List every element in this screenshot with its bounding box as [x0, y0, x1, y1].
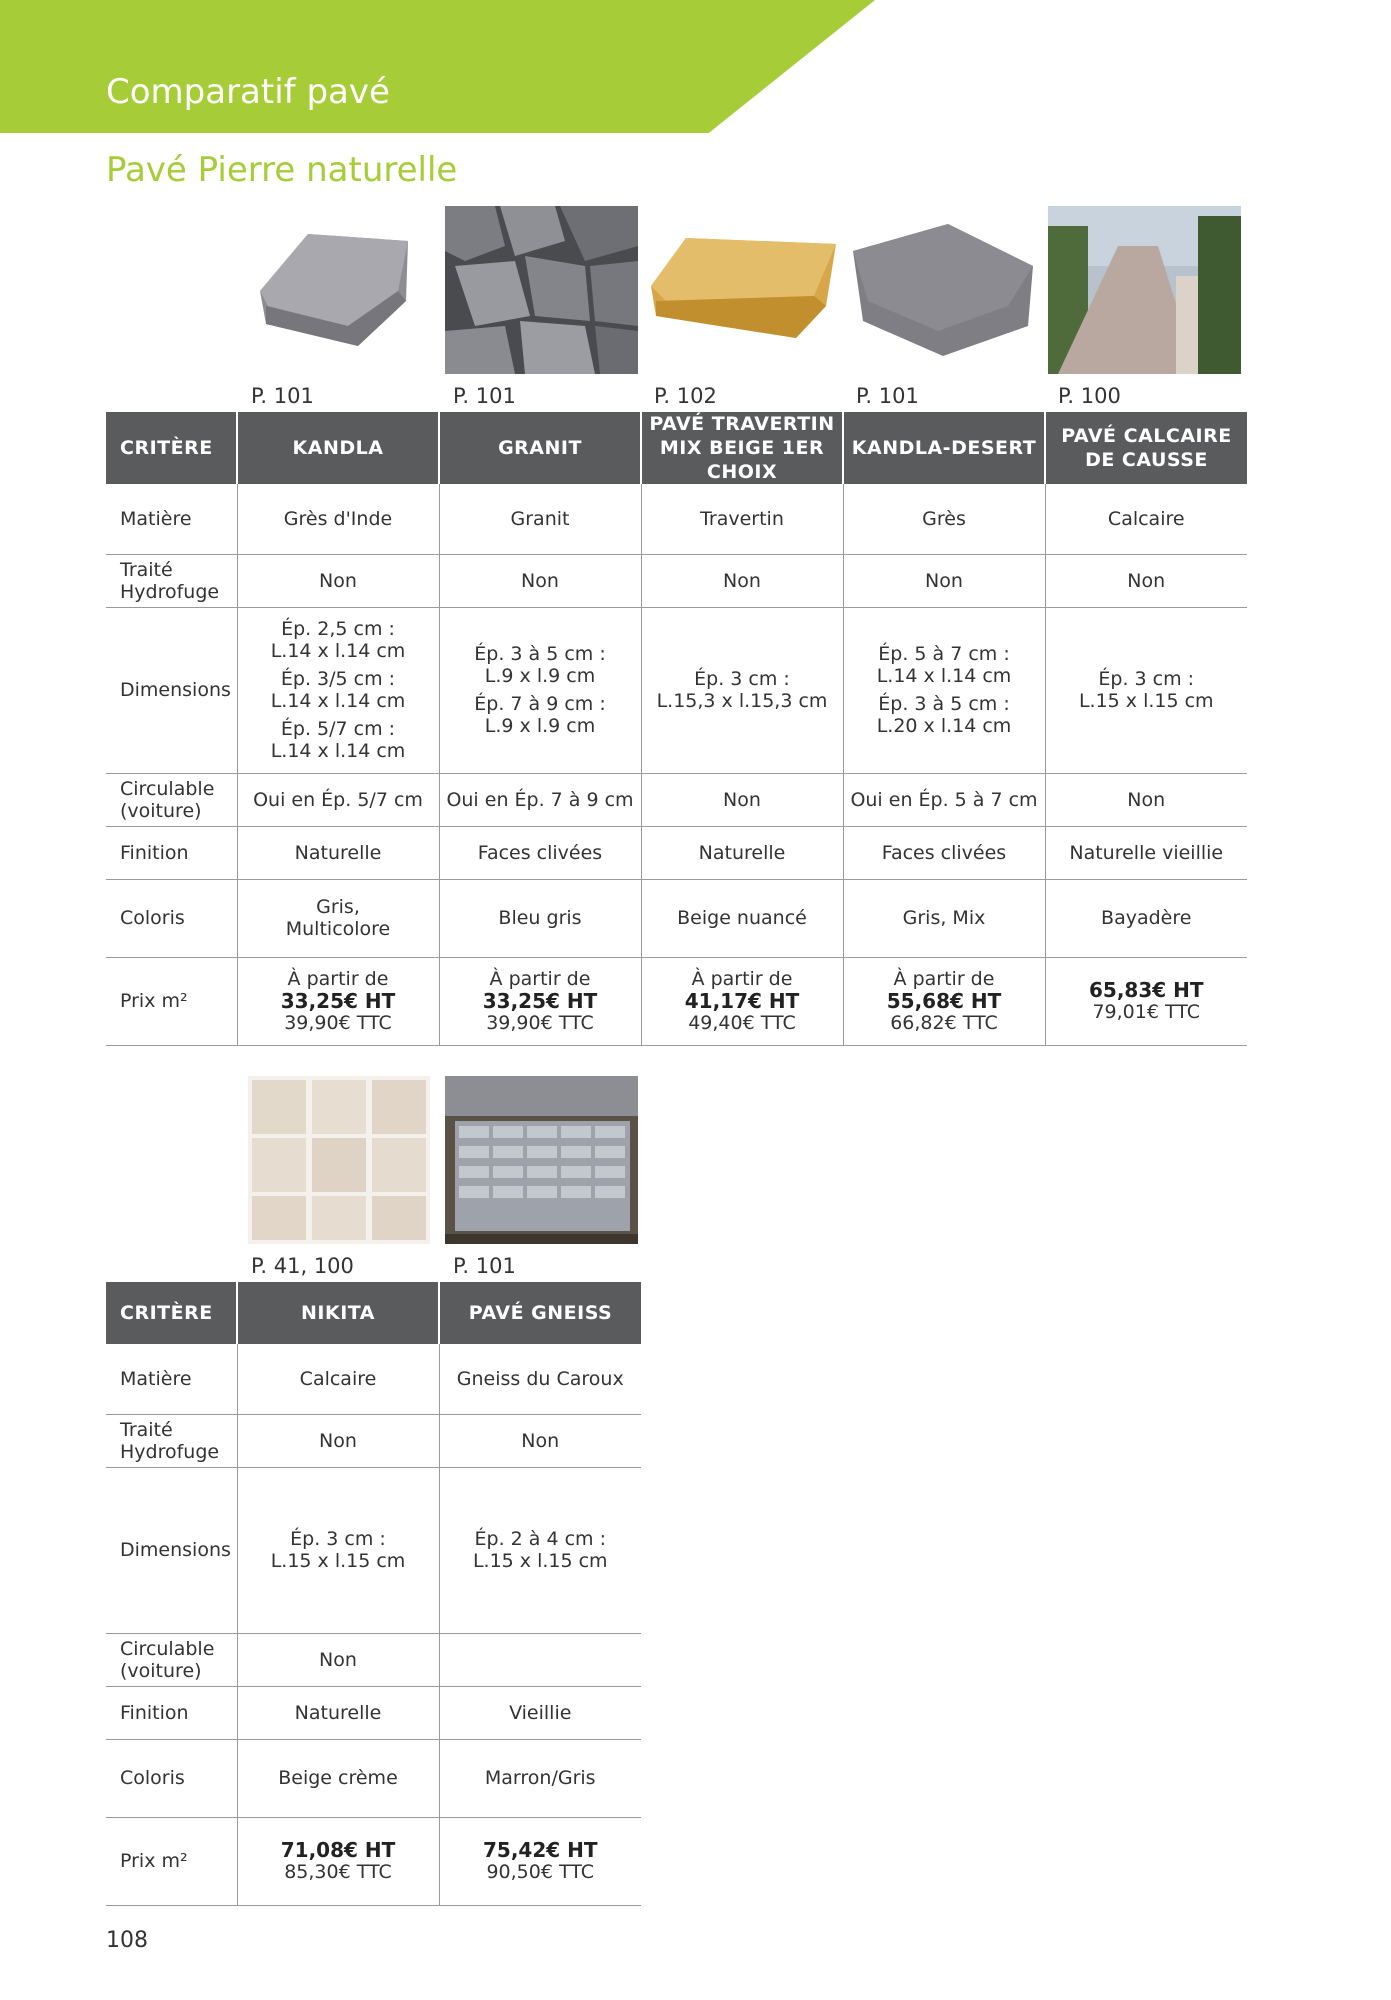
photo-kandla-desert	[848, 206, 1041, 374]
coloris-line: Gris,	[316, 896, 360, 918]
cell: Bleu gris	[439, 879, 641, 957]
row-matiere	[106, 1344, 641, 1414]
price-from: À partir de	[489, 968, 591, 990]
cell: Granit	[439, 484, 641, 554]
dim-line: L.15 x l.15 cm	[1078, 690, 1214, 712]
dim-line: Ép. 2,5 cm :	[281, 618, 395, 640]
photo-kandla	[248, 206, 441, 374]
row-dimensions	[106, 607, 1247, 773]
cell	[439, 1633, 641, 1686]
cell: Naturelle vieillie	[1045, 826, 1247, 879]
cell: Non	[1045, 773, 1247, 826]
cell-coloris-kandla	[237, 879, 439, 957]
banner-title: Comparatif pavé	[106, 72, 390, 112]
cell: Grès	[843, 484, 1045, 554]
cell: Non	[237, 554, 439, 607]
price-ttc: 39,90€ TTC	[284, 1012, 392, 1034]
cell: Calcaire	[237, 1344, 439, 1414]
dim-line: Ép. 7 à 9 cm :	[474, 693, 606, 715]
row-coloris	[106, 879, 1247, 957]
dim-line: Ép. 3 cm :	[290, 1528, 386, 1550]
row-matiere	[106, 484, 1247, 554]
dim-line: L.9 x l.9 cm	[484, 665, 596, 687]
cell-prix	[237, 957, 439, 1045]
cell: Faces clivées	[843, 826, 1045, 879]
cell: Naturelle	[641, 826, 843, 879]
cell: Beige nuancé	[641, 879, 843, 957]
price-ht: 41,17€ HT	[684, 989, 800, 1013]
page-ref-granit: P. 101	[453, 384, 516, 408]
photo-granit	[445, 206, 638, 374]
photo-travertin	[646, 206, 839, 374]
row-traite	[106, 1414, 641, 1467]
photo-calcaire	[1048, 206, 1241, 374]
cell-dimensions-calcaire	[1045, 607, 1247, 773]
row-finition	[106, 1686, 641, 1739]
dim-line: Ép. 3 à 5 cm :	[878, 693, 1010, 715]
cell: Non	[439, 1414, 641, 1467]
cell: Non	[641, 554, 843, 607]
criterion-coloris: Coloris	[106, 1739, 237, 1817]
cell-dimensions-nikita	[237, 1467, 439, 1633]
price-ht: 75,42€ HT	[482, 1838, 598, 1862]
cell: Non	[1045, 554, 1247, 607]
cell-dimensions-travertin	[641, 607, 843, 773]
header-kandla-desert: KANDLA-DESERT	[843, 412, 1045, 484]
dim-line: Ép. 3/5 cm :	[280, 668, 396, 690]
cell: Non	[237, 1414, 439, 1467]
cell-prix	[237, 1817, 439, 1905]
header-calcaire: PAVÉ CALCAIRE DE CAUSSE	[1045, 412, 1247, 484]
criterion-coloris: Coloris	[106, 879, 237, 957]
page-ref-nikita: P. 41, 100	[251, 1254, 354, 1278]
dim-line: L.14 x l.14 cm	[876, 665, 1012, 687]
cell: Oui en Ép. 5/7 cm	[237, 773, 439, 826]
cell: Bayadère	[1045, 879, 1247, 957]
cell-dimensions-gneiss	[439, 1467, 641, 1633]
cell: Marron/Gris	[439, 1739, 641, 1817]
criterion-traite: Traité Hydrofuge	[106, 554, 237, 607]
cell-prix	[641, 957, 843, 1045]
cell: Gris, Mix	[843, 879, 1045, 957]
cell: Naturelle	[237, 1686, 439, 1739]
cell: Naturelle	[237, 826, 439, 879]
dim-line: Ép. 2 à 4 cm :	[474, 1528, 606, 1550]
row-circulable	[106, 1633, 641, 1686]
cell: Non	[641, 773, 843, 826]
dim-line: Ép. 5/7 cm :	[280, 718, 396, 740]
price-ttc: 85,30€ TTC	[284, 1861, 392, 1883]
section-subtitle: Pavé Pierre naturelle	[106, 150, 458, 190]
cell: Non	[439, 554, 641, 607]
criterion-finition: Finition	[106, 826, 237, 879]
dim-line: L.20 x l.14 cm	[876, 715, 1012, 737]
header-gneiss: PAVÉ GNEISS	[439, 1282, 641, 1344]
criterion-circulable: Circulable (voiture)	[106, 1633, 237, 1686]
price-from: À partir de	[691, 968, 793, 990]
dim-line: L.15 x l.15 cm	[472, 1550, 608, 1572]
price-ht: 33,25€ HT	[280, 989, 396, 1013]
page-ref-calcaire: P. 100	[1058, 384, 1121, 408]
comparison-table-2	[106, 1282, 641, 1906]
dim-line: L.9 x l.9 cm	[484, 715, 596, 737]
price-ttc: 79,01€ TTC	[1092, 1001, 1201, 1023]
page-ref-kandla: P. 101	[251, 384, 314, 408]
page-ref-gneiss: P. 101	[453, 1254, 516, 1278]
cell: Non	[237, 1633, 439, 1686]
price-ttc: 90,50€ TTC	[486, 1861, 595, 1883]
page-number: 108	[106, 1928, 148, 1953]
price-ttc: 66,82€ TTC	[890, 1012, 998, 1034]
price-from: À partir de	[287, 968, 389, 990]
criterion-prix: Prix m²	[106, 957, 237, 1045]
cell-dimensions-kandla	[237, 607, 439, 773]
cell: Travertin	[641, 484, 843, 554]
dim-line: L.14 x l.14 cm	[270, 740, 406, 762]
dim-line: L.14 x l.14 cm	[270, 690, 406, 712]
dim-line: Ép. 3 cm :	[694, 668, 790, 690]
row-circulable	[106, 773, 1247, 826]
price-ht: 65,83€ HT	[1088, 978, 1204, 1002]
row-dimensions	[106, 1467, 641, 1633]
criterion-matiere: Matière	[106, 484, 237, 554]
criterion-prix: Prix m²	[106, 1817, 237, 1905]
row-traite	[106, 554, 1247, 607]
page-ref-travertin: P. 102	[654, 384, 717, 408]
comparison-table-1	[106, 412, 1247, 1046]
header-nikita: NIKITA	[237, 1282, 439, 1344]
criterion-matiere: Matière	[106, 1344, 237, 1414]
header-critere: CRITÈRE	[106, 1282, 237, 1344]
cell: Non	[843, 554, 1045, 607]
cell-dimensions-granit	[439, 607, 641, 773]
cell-prix	[843, 957, 1045, 1045]
cell: Calcaire	[1045, 484, 1247, 554]
row-coloris	[106, 1739, 641, 1817]
cell: Gneiss du Caroux	[439, 1344, 641, 1414]
cell: Beige crème	[237, 1739, 439, 1817]
criterion-dimensions: Dimensions	[106, 607, 237, 773]
coloris-line: Multicolore	[285, 918, 391, 940]
page-ref-kandla-desert: P. 101	[856, 384, 919, 408]
row-prix	[106, 957, 1247, 1045]
cell: Oui en Ép. 5 à 7 cm	[843, 773, 1045, 826]
cell: Faces clivées	[439, 826, 641, 879]
header-granit: GRANIT	[439, 412, 641, 484]
cell-dimensions-kandla-desert	[843, 607, 1045, 773]
cell: Vieillie	[439, 1686, 641, 1739]
header-travertin: PAVÉ TRAVERTIN MIX BEIGE 1ER CHOIX	[641, 412, 843, 484]
photo-gneiss	[445, 1076, 638, 1244]
header-banner	[0, 0, 875, 133]
row-finition	[106, 826, 1247, 879]
cell-prix	[439, 957, 641, 1045]
photo-nikita	[248, 1076, 430, 1244]
row-prix	[106, 1817, 641, 1905]
price-ttc: 49,40€ TTC	[688, 1012, 796, 1034]
criterion-traite: Traité Hydrofuge	[106, 1414, 237, 1467]
header-kandla: KANDLA	[237, 412, 439, 484]
price-ht: 71,08€ HT	[280, 1838, 396, 1862]
cell: Oui en Ép. 7 à 9 cm	[439, 773, 641, 826]
dim-line: L.15,3 x l.15,3 cm	[656, 690, 828, 712]
cell-prix	[439, 1817, 641, 1905]
dim-line: Ép. 3 à 5 cm :	[474, 643, 606, 665]
dim-line: Ép. 5 à 7 cm :	[878, 643, 1010, 665]
price-ht: 33,25€ HT	[482, 989, 598, 1013]
criterion-dimensions: Dimensions	[106, 1467, 237, 1633]
price-ht: 55,68€ HT	[886, 989, 1002, 1013]
cell: Grès d'Inde	[237, 484, 439, 554]
cell-prix	[1045, 957, 1247, 1045]
dim-line: L.14 x l.14 cm	[270, 640, 406, 662]
criterion-circulable: Circulable (voiture)	[106, 773, 237, 826]
price-ttc: 39,90€ TTC	[486, 1012, 594, 1034]
price-from: À partir de	[893, 968, 995, 990]
dim-line: Ép. 3 cm :	[1098, 668, 1195, 690]
header-critere: CRITÈRE	[106, 412, 237, 484]
dim-line: L.15 x l.15 cm	[270, 1550, 406, 1572]
criterion-finition: Finition	[106, 1686, 237, 1739]
